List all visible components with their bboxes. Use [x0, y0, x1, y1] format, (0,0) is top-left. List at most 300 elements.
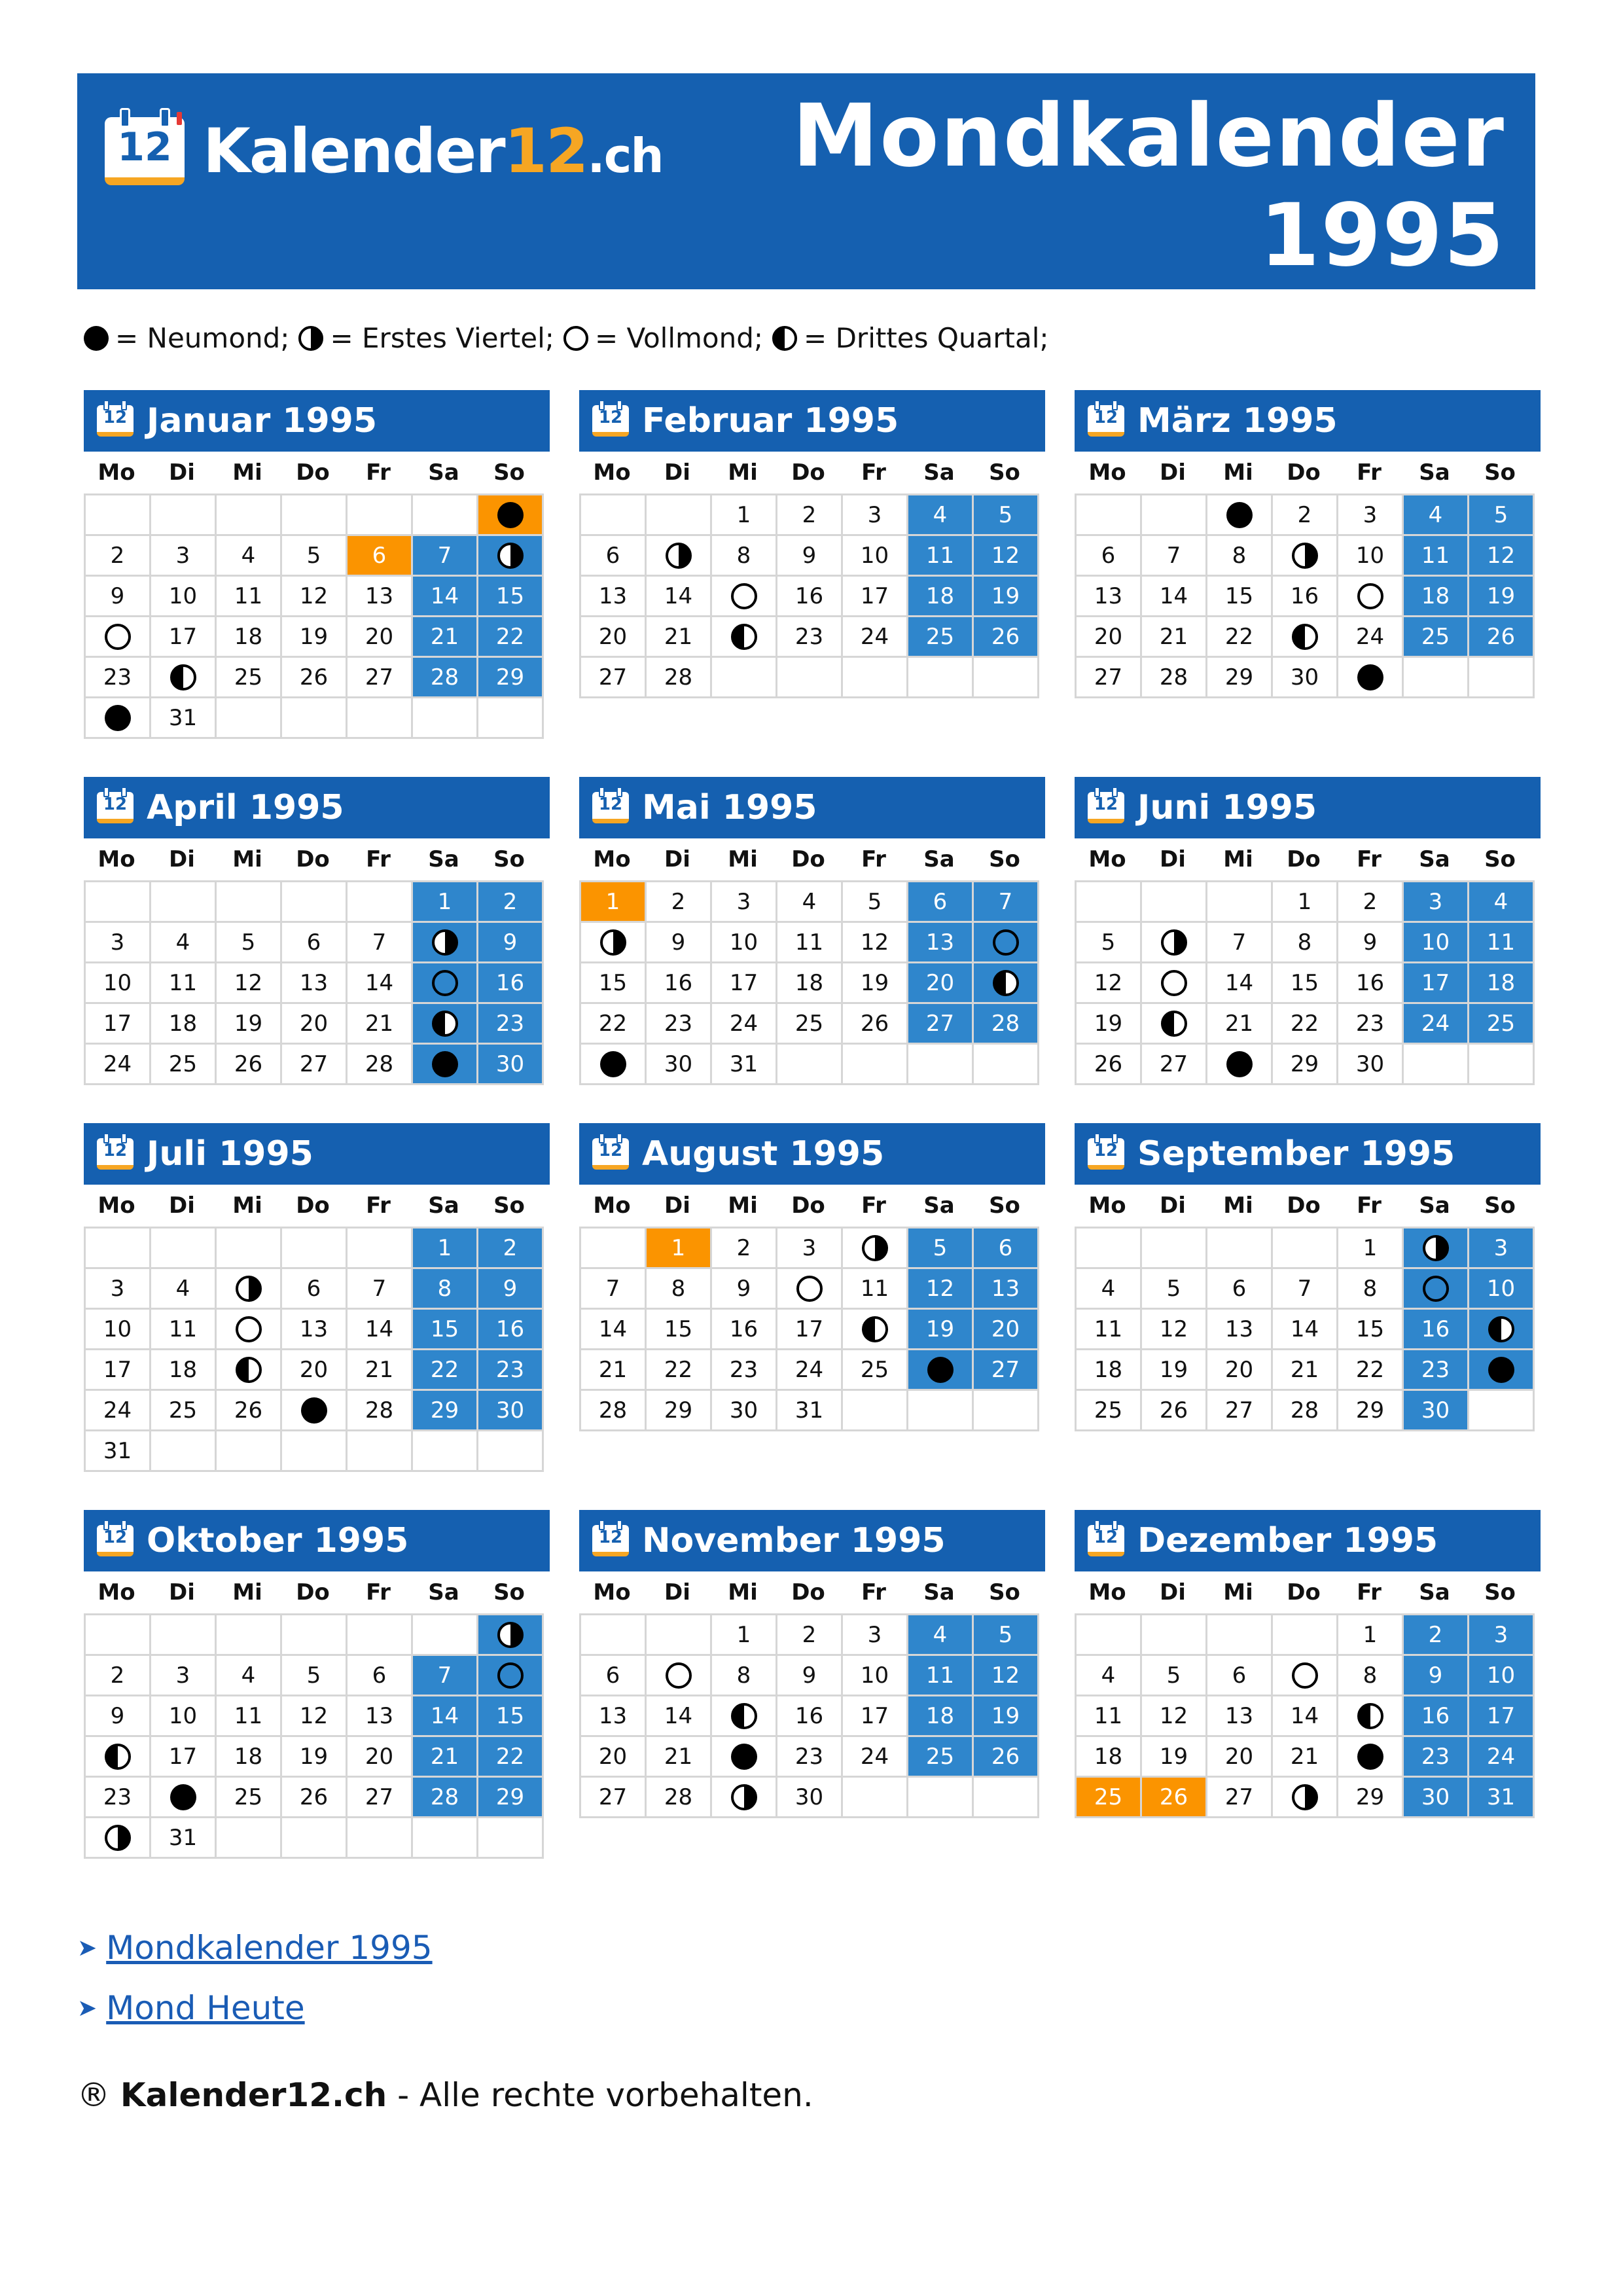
day-cell: 29: [413, 1391, 478, 1431]
day-cell: 15: [647, 1310, 712, 1350]
empty-day-cell: [1273, 1229, 1338, 1269]
weekday-label: Di: [664, 846, 690, 872]
empty-day-cell: [1404, 1045, 1469, 1085]
month-title: März 1995: [1137, 401, 1338, 440]
day-cell: 14: [1273, 1696, 1338, 1737]
day-cell: 24: [86, 1045, 151, 1085]
empty-day-cell: [908, 1778, 974, 1818]
day-cell: 8: [647, 1269, 712, 1310]
day-cell: 4: [1077, 1269, 1142, 1310]
weekday-label: Mi: [1223, 1579, 1253, 1605]
day-cell: 9: [777, 1656, 843, 1696]
day-cell: 23: [777, 617, 843, 658]
day-cell: 25: [1077, 1391, 1142, 1431]
last-quarter-icon: [731, 624, 757, 650]
empty-day-cell: [1207, 882, 1273, 923]
day-cell: 14: [647, 577, 712, 617]
weekday-label: So: [493, 459, 525, 486]
day-cell: 29: [1273, 1045, 1338, 1085]
month-title: Juni 1995: [1137, 788, 1317, 827]
day-cell: 15: [478, 577, 544, 617]
day-cell: [86, 617, 151, 658]
weekday-label: Sa: [923, 846, 955, 872]
weekday-label: Mo: [1088, 1193, 1126, 1219]
day-cell: 30: [478, 1391, 544, 1431]
day-cell: [1207, 1045, 1273, 1085]
full-moon-icon: [1357, 583, 1383, 609]
month-header: [1075, 1123, 1541, 1185]
day-cell: 23: [777, 1737, 843, 1778]
empty-day-cell: [581, 495, 647, 536]
weekday-label: Di: [169, 1579, 195, 1605]
day-cell: 7: [974, 882, 1039, 923]
day-cell: 27: [908, 1004, 974, 1045]
day-cell: 31: [777, 1391, 843, 1431]
first-quarter-icon: [236, 1276, 262, 1302]
empty-day-cell: [647, 495, 712, 536]
day-cell: 3: [1404, 882, 1469, 923]
weekday-label: Fr: [1357, 459, 1382, 486]
calendar-icon-number: 12: [1094, 1528, 1118, 1547]
empty-day-cell: [974, 1778, 1039, 1818]
day-cell: 21: [1273, 1350, 1338, 1391]
day-cell: 19: [908, 1310, 974, 1350]
calendar-icon: [1088, 1525, 1124, 1556]
calendar-icon-number: 12: [1094, 1141, 1118, 1160]
weekday-label: Sa: [1419, 459, 1450, 486]
moon-phase-legend: [84, 322, 1058, 354]
new-moon-icon: [1357, 1744, 1383, 1770]
logo-icon-number: 12: [117, 124, 172, 170]
link-mond-heute[interactable]: [77, 1978, 433, 2038]
empty-day-cell: [86, 882, 151, 923]
day-cell: 17: [86, 1004, 151, 1045]
day-cell: 16: [1404, 1310, 1469, 1350]
calendar-icon-number: 12: [1094, 408, 1118, 427]
empty-day-cell: [1469, 658, 1535, 698]
weekday-label: Mo: [98, 846, 135, 872]
legend-item: [84, 322, 298, 354]
day-cell: 14: [1273, 1310, 1338, 1350]
day-cell: 15: [1273, 963, 1338, 1004]
day-cell: 24: [86, 1391, 151, 1431]
day-cell: 26: [217, 1045, 282, 1085]
day-cell: 22: [1273, 1004, 1338, 1045]
day-cell: 19: [974, 1696, 1039, 1737]
weekday-header-row: [1075, 838, 1533, 880]
empty-day-cell: [282, 1431, 348, 1472]
weekday-label: Sa: [428, 459, 459, 486]
day-cell: 11: [1404, 536, 1469, 577]
month-header: [84, 390, 550, 452]
day-cell: 19: [1469, 577, 1535, 617]
day-cell: 26: [974, 1737, 1039, 1778]
day-cell: 8: [712, 536, 777, 577]
day-cell: 12: [1142, 1310, 1207, 1350]
empty-day-cell: [217, 1615, 282, 1656]
full-moon-icon: [1292, 1662, 1318, 1689]
footer-brand: Kalender12.ch: [120, 2076, 387, 2114]
weekday-label: Mo: [1088, 459, 1126, 486]
empty-day-cell: [843, 1045, 908, 1085]
calendar-icon-number: 12: [103, 408, 128, 427]
day-cell: 20: [282, 1004, 348, 1045]
calendar-icon: [97, 1525, 134, 1556]
day-cell: [86, 1737, 151, 1778]
weekday-label: Mi: [1223, 846, 1253, 872]
day-cell: 10: [712, 923, 777, 963]
day-cell: 3: [1338, 495, 1404, 536]
day-cell: 24: [712, 1004, 777, 1045]
day-cell: 19: [974, 577, 1039, 617]
page-title-line1: Mondkalender: [792, 86, 1505, 187]
day-cell: 21: [647, 1737, 712, 1778]
day-cell: 7: [1142, 536, 1207, 577]
weekday-label: Fr: [1357, 1579, 1382, 1605]
page-title-line2: 1995: [1259, 185, 1505, 286]
first-quarter-icon: [666, 543, 692, 569]
weekday-label: Fr: [861, 1193, 886, 1219]
day-cell: 3: [1469, 1615, 1535, 1656]
day-cell: 28: [647, 1778, 712, 1818]
day-cell: 27: [581, 658, 647, 698]
empty-day-cell: [282, 1615, 348, 1656]
weekday-label: Mi: [728, 846, 758, 872]
day-cell: 26: [974, 617, 1039, 658]
day-grid: [579, 1613, 1039, 1818]
day-cell: [1207, 495, 1273, 536]
day-cell: 30: [1404, 1778, 1469, 1818]
calendar-icon: [592, 1138, 629, 1170]
first-quarter-icon: [1292, 1784, 1318, 1810]
day-grid: [579, 1227, 1039, 1431]
full-moon-icon: [497, 1662, 524, 1689]
day-cell: 15: [413, 1310, 478, 1350]
day-cell: 8: [1338, 1656, 1404, 1696]
month-title: Januar 1995: [147, 401, 378, 440]
month-calendar: [84, 390, 550, 739]
new-moon-icon: [105, 705, 131, 731]
link-text[interactable]: Mond Heute: [106, 1989, 305, 2027]
day-cell: 23: [86, 1778, 151, 1818]
day-cell: 13: [908, 923, 974, 963]
day-cell: 10: [151, 1696, 217, 1737]
weekday-label: Di: [1160, 1579, 1186, 1605]
day-cell: [712, 1696, 777, 1737]
day-grid: [579, 493, 1039, 698]
day-cell: 27: [1077, 658, 1142, 698]
month-header: [579, 1123, 1045, 1185]
day-cell: 4: [217, 1656, 282, 1696]
day-grid: [84, 1227, 544, 1472]
day-cell: 17: [1404, 963, 1469, 1004]
weekday-label: So: [493, 1193, 525, 1219]
weekday-label: So: [989, 459, 1020, 486]
day-cell: 6: [974, 1229, 1039, 1269]
weekday-header-row: [84, 1185, 542, 1227]
day-cell: 31: [1469, 1778, 1535, 1818]
new-moon-icon: [600, 1051, 626, 1077]
day-cell: 19: [843, 963, 908, 1004]
day-cell: 22: [647, 1350, 712, 1391]
full-moon-icon: [796, 1276, 823, 1302]
day-cell: 5: [1469, 495, 1535, 536]
page-title: [793, 86, 1505, 285]
day-cell: 3: [86, 923, 151, 963]
day-cell: 9: [777, 536, 843, 577]
day-cell: 2: [1273, 495, 1338, 536]
day-cell: 25: [217, 658, 282, 698]
day-cell: 2: [1338, 882, 1404, 923]
day-cell: 27: [974, 1350, 1039, 1391]
empty-day-cell: [217, 882, 282, 923]
day-cell: [712, 1737, 777, 1778]
legend-label: = Drittes Quartal;: [804, 322, 1049, 354]
empty-day-cell: [282, 495, 348, 536]
day-cell: [843, 1310, 908, 1350]
calendar-icon: [1088, 405, 1124, 437]
first-quarter-icon: [298, 326, 323, 351]
weekday-label: Mo: [593, 1193, 631, 1219]
link-mondkalender[interactable]: [77, 1918, 433, 1978]
link-text[interactable]: Mondkalender 1995: [106, 1929, 433, 1967]
calendar-icon-number: 12: [598, 795, 623, 814]
day-cell: [478, 495, 544, 536]
day-cell: 16: [478, 963, 544, 1004]
day-cell: 16: [777, 1696, 843, 1737]
day-cell: 25: [1404, 617, 1469, 658]
weekday-label: Fr: [861, 846, 886, 872]
weekday-label: So: [1484, 459, 1516, 486]
month-header: [579, 1510, 1045, 1571]
weekday-label: Mi: [232, 459, 262, 486]
site-logo[interactable]: [105, 111, 663, 191]
day-cell: 5: [282, 536, 348, 577]
day-cell: 16: [712, 1310, 777, 1350]
day-cell: [712, 1778, 777, 1818]
day-cell: 10: [1469, 1269, 1535, 1310]
first-quarter-icon: [432, 929, 458, 956]
day-cell: 29: [1338, 1778, 1404, 1818]
empty-day-cell: [348, 882, 413, 923]
weekday-label: Di: [169, 459, 195, 486]
month-title: Februar 1995: [642, 401, 899, 440]
day-cell: 28: [413, 658, 478, 698]
weekday-label: Mo: [593, 1579, 631, 1605]
empty-day-cell: [1207, 1229, 1273, 1269]
new-moon-icon: [1226, 502, 1253, 528]
day-cell: 10: [843, 536, 908, 577]
empty-day-cell: [413, 1818, 478, 1859]
day-cell: 28: [413, 1778, 478, 1818]
weekday-header-row: [579, 452, 1037, 493]
day-cell: 13: [282, 1310, 348, 1350]
logo-brand: Kalender: [203, 115, 505, 187]
day-cell: 3: [777, 1229, 843, 1269]
day-cell: 21: [348, 1004, 413, 1045]
empty-day-cell: [1142, 495, 1207, 536]
day-cell: 25: [217, 1778, 282, 1818]
day-cell: 16: [647, 963, 712, 1004]
day-cell: 5: [843, 882, 908, 923]
logo-brand-number: 12: [504, 115, 588, 187]
first-quarter-icon: [600, 929, 626, 956]
weekday-label: Sa: [923, 1579, 955, 1605]
full-moon-icon: [432, 970, 458, 996]
day-cell: [843, 1229, 908, 1269]
day-cell: 13: [974, 1269, 1039, 1310]
empty-day-cell: [1142, 1229, 1207, 1269]
weekday-label: Fr: [861, 459, 886, 486]
day-cell: 20: [1207, 1350, 1273, 1391]
empty-day-cell: [348, 1431, 413, 1472]
day-cell: 14: [647, 1696, 712, 1737]
calendar-logo-icon: [105, 117, 185, 185]
registered-icon: ®: [77, 2076, 110, 2114]
day-cell: 6: [581, 536, 647, 577]
month-calendar: [1075, 777, 1541, 1085]
day-cell: 4: [217, 536, 282, 577]
day-cell: 6: [1077, 536, 1142, 577]
day-cell: 11: [151, 963, 217, 1004]
day-cell: 9: [478, 1269, 544, 1310]
day-cell: [1469, 1350, 1535, 1391]
day-cell: 18: [217, 617, 282, 658]
day-cell: 18: [1404, 577, 1469, 617]
day-cell: 24: [843, 617, 908, 658]
day-cell: [908, 1350, 974, 1391]
day-cell: [1338, 577, 1404, 617]
day-cell: 9: [1404, 1656, 1469, 1696]
weekday-header-row: [84, 838, 542, 880]
day-cell: 25: [1469, 1004, 1535, 1045]
day-cell: [151, 658, 217, 698]
day-cell: 10: [151, 577, 217, 617]
empty-day-cell: [581, 1615, 647, 1656]
day-cell: 21: [413, 1737, 478, 1778]
empty-day-cell: [908, 1045, 974, 1085]
day-cell: 5: [974, 1615, 1039, 1656]
empty-day-cell: [1207, 1615, 1273, 1656]
month-header: [579, 390, 1045, 452]
day-cell: 4: [1404, 495, 1469, 536]
footer-rights: - Alle rechte vorbehalten.: [397, 2076, 813, 2114]
last-quarter-icon: [170, 664, 196, 691]
calendar-icon: [97, 405, 134, 437]
day-cell: [217, 1269, 282, 1310]
new-moon-icon: [1488, 1357, 1514, 1383]
weekday-header-row: [1075, 1185, 1533, 1227]
month-calendar: [84, 1510, 550, 1859]
day-cell: 5: [1142, 1269, 1207, 1310]
day-cell: 14: [413, 577, 478, 617]
month-title: Dezember 1995: [1137, 1521, 1438, 1560]
month-header: [1075, 390, 1541, 452]
day-cell: [974, 963, 1039, 1004]
day-cell: 18: [1077, 1350, 1142, 1391]
day-cell: 22: [413, 1350, 478, 1391]
day-cell: 23: [1338, 1004, 1404, 1045]
day-grid: [84, 880, 544, 1085]
day-cell: 8: [413, 1269, 478, 1310]
weekday-label: Sa: [923, 459, 955, 486]
day-cell: 6: [1207, 1656, 1273, 1696]
weekday-label: Mo: [98, 1193, 135, 1219]
weekday-header-row: [579, 838, 1037, 880]
weekday-label: So: [1484, 846, 1516, 872]
day-cell: [413, 963, 478, 1004]
day-cell: [647, 1656, 712, 1696]
day-cell: 6: [908, 882, 974, 923]
day-cell: 3: [86, 1269, 151, 1310]
day-cell: [413, 1045, 478, 1085]
full-moon-icon: [563, 326, 588, 351]
day-cell: 20: [974, 1310, 1039, 1350]
calendar-icon: [592, 405, 629, 437]
day-cell: 12: [282, 1696, 348, 1737]
weekday-label: Mi: [728, 459, 758, 486]
new-moon-icon: [432, 1051, 458, 1077]
day-cell: 11: [843, 1269, 908, 1310]
footer-copyright: [77, 2076, 813, 2114]
day-cell: 11: [217, 1696, 282, 1737]
empty-day-cell: [282, 882, 348, 923]
day-cell: 17: [151, 1737, 217, 1778]
empty-day-cell: [282, 1818, 348, 1859]
weekday-label: Di: [1160, 846, 1186, 872]
day-cell: 10: [86, 963, 151, 1004]
day-cell: [712, 617, 777, 658]
day-cell: 12: [908, 1269, 974, 1310]
day-cell: 12: [1469, 536, 1535, 577]
day-cell: 14: [581, 1310, 647, 1350]
day-cell: 13: [1077, 577, 1142, 617]
day-cell: 13: [581, 1696, 647, 1737]
weekday-label: Do: [791, 459, 825, 486]
day-cell: 6: [348, 536, 413, 577]
day-cell: [217, 1350, 282, 1391]
empty-day-cell: [908, 1391, 974, 1431]
day-cell: 30: [1338, 1045, 1404, 1085]
calendar-icon-number: 12: [598, 408, 623, 427]
day-cell: 28: [974, 1004, 1039, 1045]
day-cell: 1: [712, 1615, 777, 1656]
day-cell: 21: [1273, 1737, 1338, 1778]
day-cell: 4: [908, 495, 974, 536]
day-cell: 30: [712, 1391, 777, 1431]
month-title: Mai 1995: [642, 788, 817, 827]
weekday-label: Do: [1287, 1193, 1321, 1219]
weekday-header-row: [1075, 1571, 1533, 1613]
day-cell: 31: [151, 1818, 217, 1859]
weekday-label: Mi: [728, 1193, 758, 1219]
weekday-header-row: [1075, 452, 1533, 493]
empty-day-cell: [478, 1818, 544, 1859]
weekday-label: So: [989, 1193, 1020, 1219]
full-moon-icon: [666, 1662, 692, 1689]
day-cell: 13: [282, 963, 348, 1004]
day-cell: 12: [974, 1656, 1039, 1696]
day-cell: [86, 698, 151, 739]
weekday-header-row: [84, 1571, 542, 1613]
empty-day-cell: [843, 1778, 908, 1818]
month-calendar: [579, 390, 1045, 698]
day-cell: 27: [282, 1045, 348, 1085]
empty-day-cell: [86, 1229, 151, 1269]
day-cell: [1404, 1229, 1469, 1269]
new-moon-icon: [1226, 1051, 1253, 1077]
day-cell: [1142, 923, 1207, 963]
